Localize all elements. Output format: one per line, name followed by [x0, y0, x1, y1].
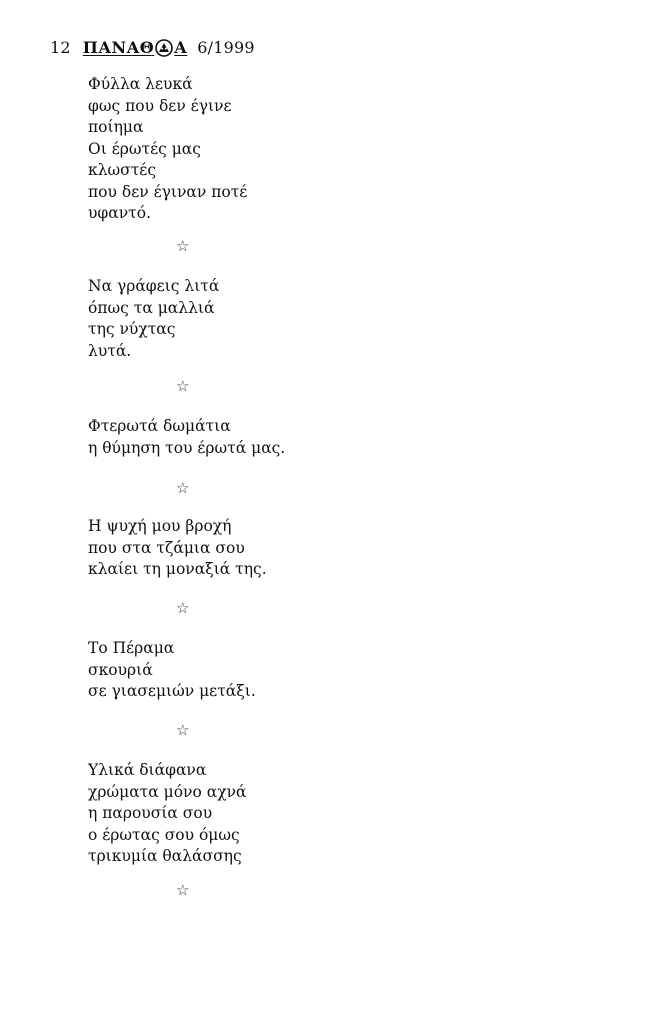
star-divider-icon: ☆ — [176, 479, 190, 497]
star-divider-icon: ☆ — [176, 599, 190, 617]
poem-line: που στα τζάμια σου — [88, 538, 245, 557]
poem-line: η θύμηση του έρωτά μας. — [88, 438, 286, 457]
poem-4 — [88, 516, 267, 581]
poem-line: που δεν έγιναν ποτέ — [88, 182, 248, 201]
poem-line: Φτερωτά δωμάτια — [88, 417, 231, 435]
poem-1 — [88, 74, 247, 225]
poem-line: της νύχτας — [88, 320, 176, 338]
magazine-name-start: ΠΑΝΑΘ — [82, 38, 155, 57]
star-divider-icon: ☆ — [176, 721, 190, 739]
star-divider-icon: ☆ — [176, 881, 190, 899]
poem-6 — [88, 760, 247, 868]
star-divider-icon: ☆ — [176, 377, 190, 395]
poem-3 — [88, 416, 285, 459]
owl-emblem-icon — [155, 39, 173, 57]
issue-date: 6/1999 — [197, 38, 255, 57]
poem-line: ο έρωτας σου όμως — [88, 825, 240, 844]
poem-line: τρικυμία θαλάσσης — [88, 847, 242, 865]
poem-line: Οι έρωτές μας — [88, 139, 201, 158]
magazine-name — [83, 38, 188, 57]
poem-line: φως που δεν έγινε — [88, 96, 232, 115]
poem-line: κλωστές — [88, 161, 157, 179]
poem-line: η παρουσία σου — [88, 804, 213, 822]
poem-line: σκουριά — [88, 660, 153, 679]
poem-line: ποίημα — [88, 118, 144, 136]
poem-line: Η ψυχή μου βροχή — [88, 517, 232, 535]
poem-line: Υλικά διάφανα — [88, 761, 207, 779]
poem-line: λυτά. — [88, 341, 132, 360]
magazine-name-end: Α — [174, 38, 188, 57]
page-number: 12 — [50, 38, 71, 57]
star-divider-icon: ☆ — [176, 237, 190, 255]
poem-line: Το Πέραμα — [88, 639, 175, 657]
poem-line: Φύλλα λευκά — [88, 75, 193, 93]
poem-line: χρώματα μόνο αχνά — [88, 782, 247, 801]
poem-5 — [88, 638, 256, 703]
poem-line: Να γράφεις λιτά — [88, 277, 220, 295]
poem-2 — [88, 276, 219, 362]
poem-line: κλαίει τη μοναξιά της. — [88, 560, 267, 578]
poem-line: όπως τα μαλλιά — [88, 298, 215, 317]
poem-line: σε γιασεμιών μετάξι. — [88, 682, 256, 700]
page-header — [50, 38, 255, 57]
poem-line: υφαντό. — [88, 204, 151, 222]
